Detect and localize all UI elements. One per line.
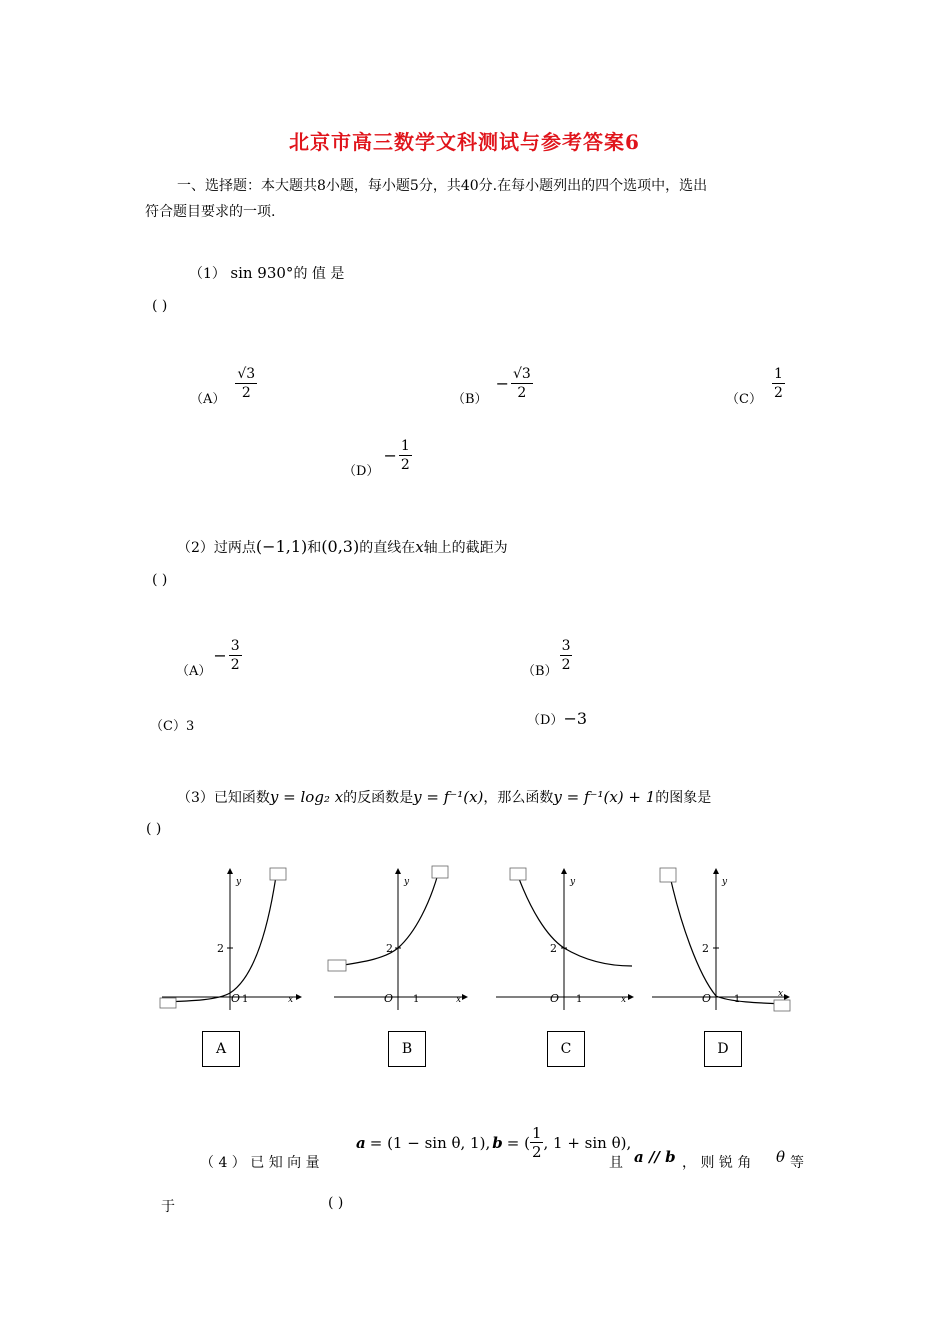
- q1-option-b-sign: −: [495, 374, 509, 393]
- q3-answer-blank[interactable]: ( ): [146, 821, 162, 837]
- q1-option-b-fraction: [511, 365, 533, 402]
- q4-prefix: （ 4 ） 已 知 向 量: [200, 1155, 320, 1171]
- graph-a-curve: [162, 876, 276, 1002]
- q2-point-1: (−1,1): [255, 537, 308, 556]
- q2-and: 和: [307, 540, 322, 556]
- q2-variable: x: [415, 538, 424, 556]
- q2-suffix: 轴上的截距为: [423, 540, 508, 556]
- q1-option-b-label: （B）: [452, 392, 488, 407]
- page-title: 北京市高三数学文科测试与参考答案6: [289, 130, 640, 154]
- q1-answer-blank[interactable]: ( ): [152, 298, 168, 314]
- q4-parallel: a // b: [634, 1148, 676, 1166]
- q2-option-c[interactable]: （C）3: [150, 719, 195, 734]
- q2-option-d-label: （D）: [527, 713, 564, 728]
- graph-a-label-2: 2: [217, 942, 224, 955]
- graph-a-label-x: x: [288, 995, 294, 1005]
- q1-option-c-denominator: 2: [773, 385, 783, 401]
- graph-d-label-x: x: [778, 989, 784, 999]
- graph-b-label-2: 2: [386, 942, 393, 955]
- graph-d-label-2: 2: [702, 942, 709, 955]
- q4-vector-b: b: [492, 1133, 503, 1152]
- graph-d-caption[interactable]: D: [704, 1031, 742, 1067]
- q1-option-a-denominator: 2: [241, 385, 251, 401]
- graph-a[interactable]: [158, 862, 308, 1012]
- q2-answer-blank[interactable]: ( ): [152, 572, 168, 588]
- q1-option-d-numerator: 1: [400, 438, 410, 454]
- q2-option-b-denominator: 2: [561, 657, 571, 673]
- graph-c-label-1: 1: [576, 994, 583, 1005]
- graph-d-marker-box-bottom: [774, 1000, 790, 1011]
- q4-vector-a: a: [356, 1133, 366, 1152]
- q2-option-a-label: （A）: [176, 664, 212, 679]
- q2-option-b-label: （B）: [522, 664, 558, 679]
- q1-option-a-label: （A）: [190, 392, 226, 407]
- graph-c-curve: [518, 876, 632, 966]
- q4-answer-blank[interactable]: ( ): [328, 1195, 344, 1211]
- q3-suffix: 的图象是: [655, 790, 712, 806]
- q4-vector-expression: [356, 1124, 631, 1161]
- graph-d-y-arrow-icon: [713, 868, 719, 874]
- q1-suffix: 的 值 是: [293, 266, 345, 282]
- graph-b-label-1: 1: [413, 994, 420, 1005]
- q1-option-b-denominator: 2: [517, 385, 527, 401]
- graph-c-y-arrow-icon: [561, 868, 567, 874]
- graph-a-label-y: y: [236, 877, 242, 887]
- graph-b-caption[interactable]: B: [388, 1031, 426, 1067]
- q2-option-d[interactable]: [527, 709, 587, 728]
- q3-mid2: ，那么函数: [483, 790, 554, 806]
- q2-option-b[interactable]: [522, 632, 572, 679]
- q1-option-d-denominator: 2: [400, 457, 410, 473]
- q1-option-c-numerator: 1: [773, 366, 783, 382]
- graph-b-marker-box-top: [432, 866, 448, 878]
- q4-mid: ， 则 锐 角: [682, 1155, 752, 1171]
- graph-a-x-arrow-icon: [296, 994, 302, 1000]
- q2-mid: 的直线在: [359, 540, 416, 556]
- graph-b-label-x: x: [456, 995, 462, 1005]
- graph-d-label-y: y: [722, 877, 728, 887]
- graph-b[interactable]: [326, 862, 476, 1012]
- graph-d[interactable]: [650, 862, 800, 1012]
- graph-b-x-arrow-icon: [462, 994, 468, 1000]
- q2-option-a-numerator: 3: [230, 638, 240, 654]
- q1-expression: sin 930°: [230, 264, 294, 282]
- graph-a-label-1: 1: [242, 994, 249, 1005]
- q4-fraction: [530, 1124, 544, 1161]
- graph-b-label-o: O: [384, 992, 394, 1005]
- question-3: [177, 787, 711, 807]
- q4-equation-a: = (1 − sin θ, 1),: [369, 1133, 491, 1152]
- q3-function-3: y = f⁻¹(x) + 1: [553, 788, 656, 806]
- graph-d-label-1: 1: [734, 994, 741, 1005]
- q2-option-a-fraction: [229, 637, 242, 674]
- q4-suffix: 等: [790, 1155, 804, 1171]
- graph-a-caption[interactable]: A: [202, 1031, 240, 1067]
- q2-option-b-numerator: 3: [561, 638, 571, 654]
- q4-and: 且: [609, 1155, 623, 1171]
- q1-option-a-numerator: √3: [237, 366, 256, 382]
- q2-option-b-fraction: [560, 637, 573, 674]
- graph-c[interactable]: [494, 862, 644, 1012]
- graph-c-caption[interactable]: C: [547, 1031, 585, 1067]
- graph-c-label-y: y: [570, 877, 576, 887]
- q4-fraction-denominator: 2: [531, 1143, 542, 1161]
- q1-option-d-sign: −: [383, 446, 397, 465]
- question-2: [177, 537, 508, 557]
- graph-a-label-o: O: [231, 992, 241, 1005]
- q4-theta: θ: [776, 1148, 786, 1166]
- q1-option-d[interactable]: [343, 432, 412, 479]
- graph-a-marker-box: [160, 998, 176, 1008]
- q1-option-b-numerator: √3: [512, 366, 531, 382]
- q3-mid: 的反函数是: [343, 790, 414, 806]
- q4-equation-b-prefix: = (: [506, 1133, 530, 1152]
- q2-point-2: (0,3): [321, 537, 360, 556]
- question-1: [189, 263, 344, 283]
- q1-option-c-label: （C）: [726, 392, 762, 407]
- q3-function-2: y = f⁻¹(x): [413, 788, 484, 806]
- graph-b-y-arrow-icon: [395, 868, 401, 874]
- graph-c-marker-box: [510, 868, 526, 880]
- q4-equation-b-suffix: , 1 + sin θ),: [543, 1133, 632, 1152]
- section-intro-line1: 一、选择题：本大题共8小题，每小题5分，共40分.在每小题列出的四个选项中，选出: [177, 178, 708, 194]
- q1-number: （1）: [189, 266, 226, 282]
- q2-option-a-denominator: 2: [230, 657, 240, 673]
- q2-option-a[interactable]: [176, 632, 242, 679]
- graph-b-label-y: y: [404, 877, 410, 887]
- graph-d-label-o: O: [702, 992, 712, 1005]
- q4-line2: 于: [161, 1199, 175, 1215]
- graph-b-marker-box: [328, 960, 346, 971]
- q1-option-b[interactable]: [452, 360, 533, 407]
- graph-c-label-x: x: [621, 995, 627, 1005]
- graph-c-label-o: O: [550, 992, 560, 1005]
- q2-option-a-sign: −: [213, 646, 227, 665]
- graph-c-label-2: 2: [550, 942, 557, 955]
- graph-c-x-arrow-icon: [628, 994, 634, 1000]
- graph-a-marker-box-top: [270, 868, 286, 880]
- q1-option-c-fraction: [772, 365, 785, 402]
- q2-option-d-value: −3: [563, 709, 588, 728]
- graph-d-x-arrow-icon: [784, 994, 790, 1000]
- q1-option-a-fraction: [235, 365, 257, 402]
- graph-d-marker-box: [660, 868, 676, 882]
- q1-option-d-fraction: [399, 437, 412, 474]
- q4-fraction-numerator: 1: [531, 1124, 542, 1142]
- q1-option-c[interactable]: [726, 360, 785, 407]
- q3-function-1: y = log₂ x: [269, 788, 344, 806]
- q1-option-a[interactable]: [190, 360, 257, 407]
- section-intro-line2: 符合题目要求的一项.: [145, 204, 276, 220]
- graph-d-curve: [670, 876, 786, 1004]
- q1-option-d-label: （D）: [343, 464, 380, 479]
- q2-prefix: （2）过两点: [177, 540, 256, 556]
- graph-a-y-arrow-icon: [227, 868, 233, 874]
- q3-prefix: （3）已知函数: [177, 790, 270, 806]
